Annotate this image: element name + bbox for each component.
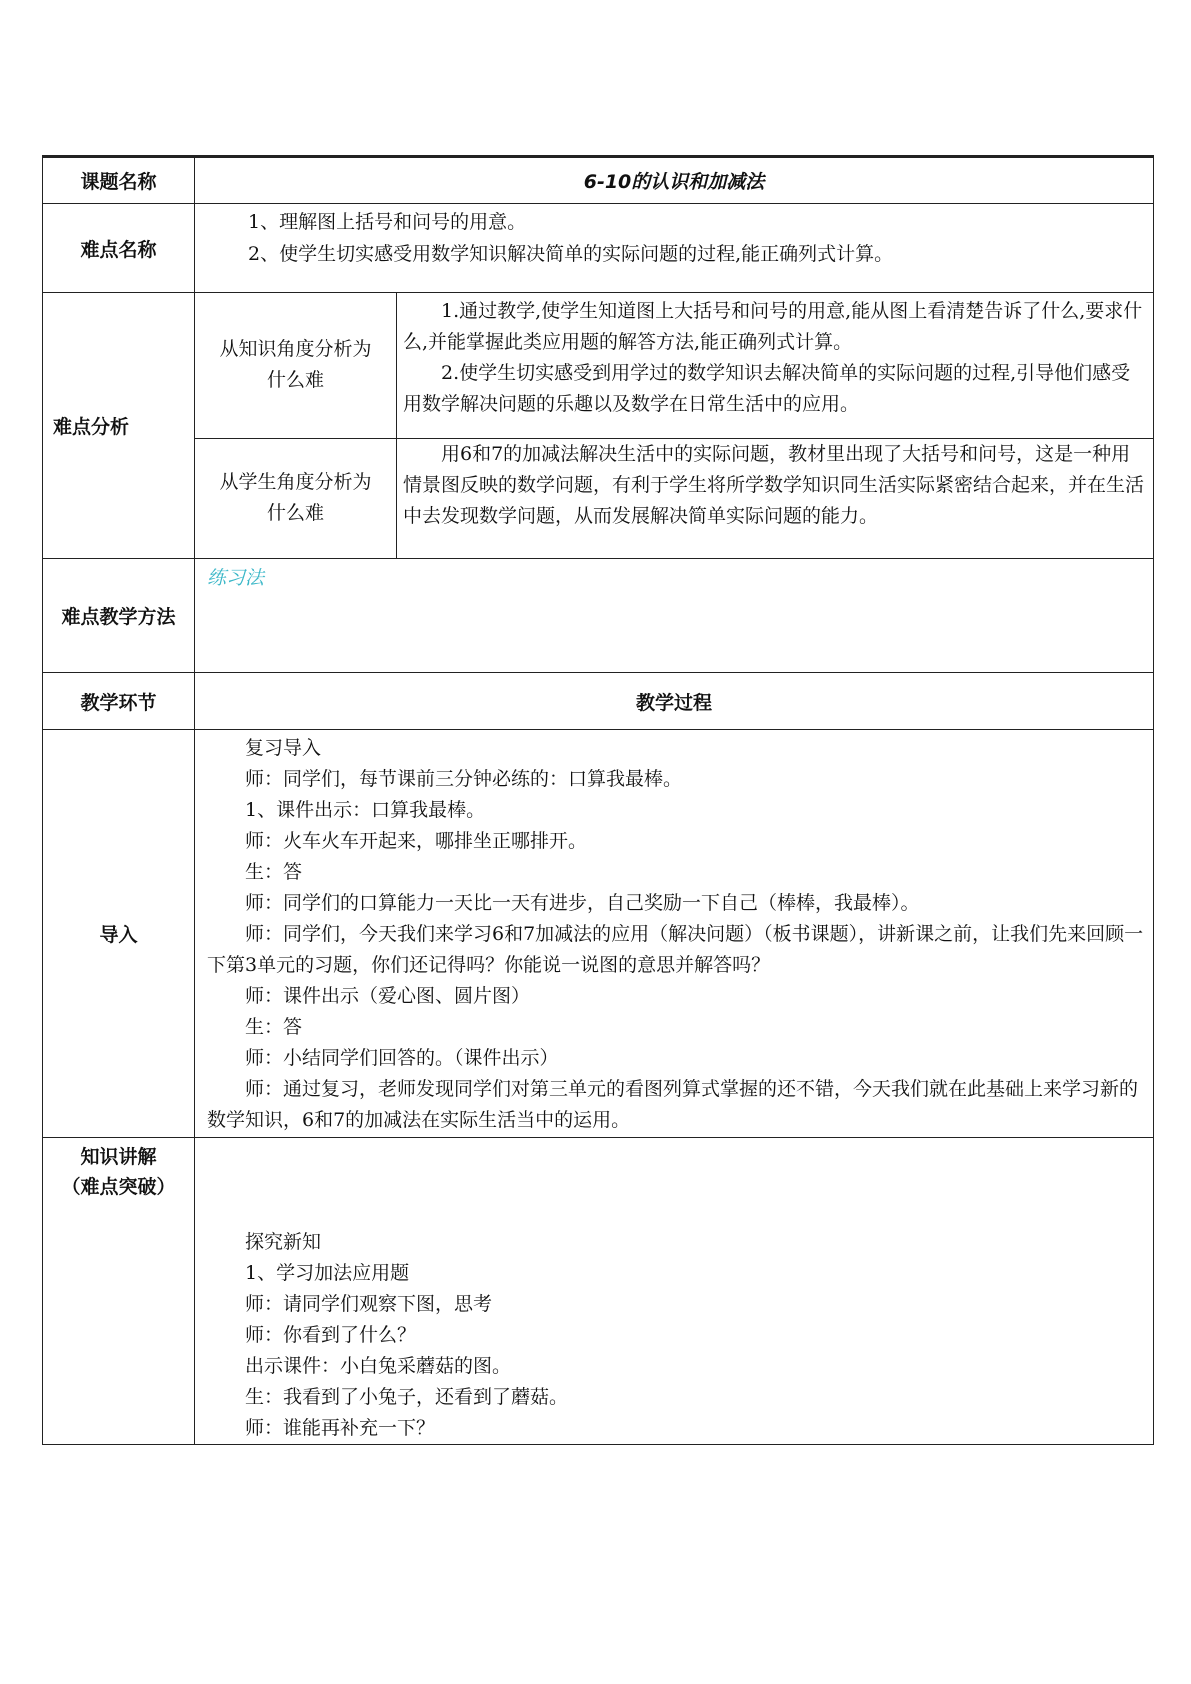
knowledge-line: 生：我看到了小兔子，还看到了蘑菇。 [245,1386,569,1408]
process-header: 教学过程 [195,673,1154,730]
knowledge-row [43,1138,1154,1445]
method-cell [195,559,1154,673]
title-row [43,157,1154,204]
knowledge-angle-body [397,293,1154,438]
intro-line: 师：小结同学们回答的。（课件出示） [245,1047,559,1069]
lesson-plan-table [42,155,1154,1445]
process-header-row [43,673,1154,730]
intro-line: 生：答 [245,1016,303,1038]
knowledge-label-line2: （难点突破） [61,1176,176,1198]
knowledge-paragraph: 1.通过教学,使学生知道图上大括号和问号的用意,能从图上看清楚告诉了什么,要求什么,并能掌握此类应用题的解答方法,能正确列式计算。 [403,300,1143,353]
intro-line: 师：火车火车开起来，哪排坐正哪排开。 [245,830,588,852]
student-angle-label [195,438,397,558]
stage-header: 教学环节 [43,673,195,730]
intro-line: 师：课件出示（爱心图、圆片图） [245,985,531,1007]
knowledge-line: 探究新知 [245,1231,322,1253]
knowledge-line: 师：请同学们观察下图，思考 [245,1293,493,1315]
intro-line: 师：同学们，今天我们来学习6和7加减法的应用（解决问题）（板书课题），讲新课之前，让我们先来回顾一下第3单元的习题，你们还记得吗？你能说一说图的意思并解答吗？ [207,923,1144,976]
student-angle-body [397,438,1154,558]
knowledge-angle-text: 从知识角度分析为什么难 [219,338,372,392]
intro-row [43,730,1154,1138]
intro-line: 生：答 [245,861,303,883]
intro-line: 师：同学们，每节课前三分钟必练的：口算我最棒。 [245,768,683,790]
course-title: 6-10的认识和加减法 [195,157,1154,204]
difficulty-item: 1、理解图上括号和问号的用意。 [248,211,527,233]
knowledge-analysis-row [195,293,1153,438]
student-angle-text: 从学生角度分析为什么难 [219,471,372,525]
method-value: 练习法 [207,567,265,589]
intro-line: 复习导入 [245,737,322,759]
intro-body [195,730,1154,1138]
student-analysis-row [195,438,1153,558]
difficulty-list [195,204,1154,293]
analysis-cell [195,293,1154,559]
analysis-row [43,293,1154,559]
knowledge-paragraph: 2.使学生切实感受到用学过的数学知识去解决简单的实际问题的过程,引导他们感受用数学解决问题的乐趣以及数学在日常生活中的应用。 [403,362,1131,415]
analysis-label: 难点分析 [43,293,195,559]
difficulty-row [43,204,1154,293]
knowledge-line: 师：你看到了什么？ [245,1324,417,1346]
knowledge-angle-label [195,293,397,438]
knowledge-label [43,1138,195,1445]
student-paragraph: 用6和7的加减法解决生活中的实际问题，教材里出现了大括号和问号，这是一种用情景图反映的数学问题，有利于学生将所学数学知识同生活实际紧密结合起来，并在生活中去发现数学问题，从而发展解决简单实际问题的能力。 [403,442,1145,527]
intro-line: 1、课件出示：口算我最棒。 [245,799,486,821]
knowledge-line: 出示课件：小白兔采蘑菇的图。 [245,1355,512,1377]
knowledge-label-line1: 知识讲解 [80,1146,157,1168]
method-label: 难点教学方法 [43,559,195,673]
intro-label: 导入 [43,730,195,1138]
difficulty-label: 难点名称 [43,204,195,293]
difficulty-item: 2、使学生切实感受用数学知识解决简单的实际问题的过程,能正确列式计算。 [248,243,894,265]
intro-line: 师：通过复习，老师发现同学们对第三单元的看图列算式掌握的还不错，今天我们就在此基础上来学习新的数学知识，6和7的加减法在实际生活当中的运用。 [207,1078,1139,1131]
method-row [43,559,1154,673]
knowledge-line: 师：谁能再补充一下？ [245,1417,436,1439]
knowledge-body [195,1138,1154,1445]
title-label: 课题名称 [43,157,195,204]
intro-line: 师：同学们的口算能力一天比一天有进步，自己奖励一下自己（棒棒，我最棒）。 [245,892,920,914]
analysis-subtable [195,293,1153,558]
knowledge-line: 1、学习加法应用题 [245,1262,410,1284]
